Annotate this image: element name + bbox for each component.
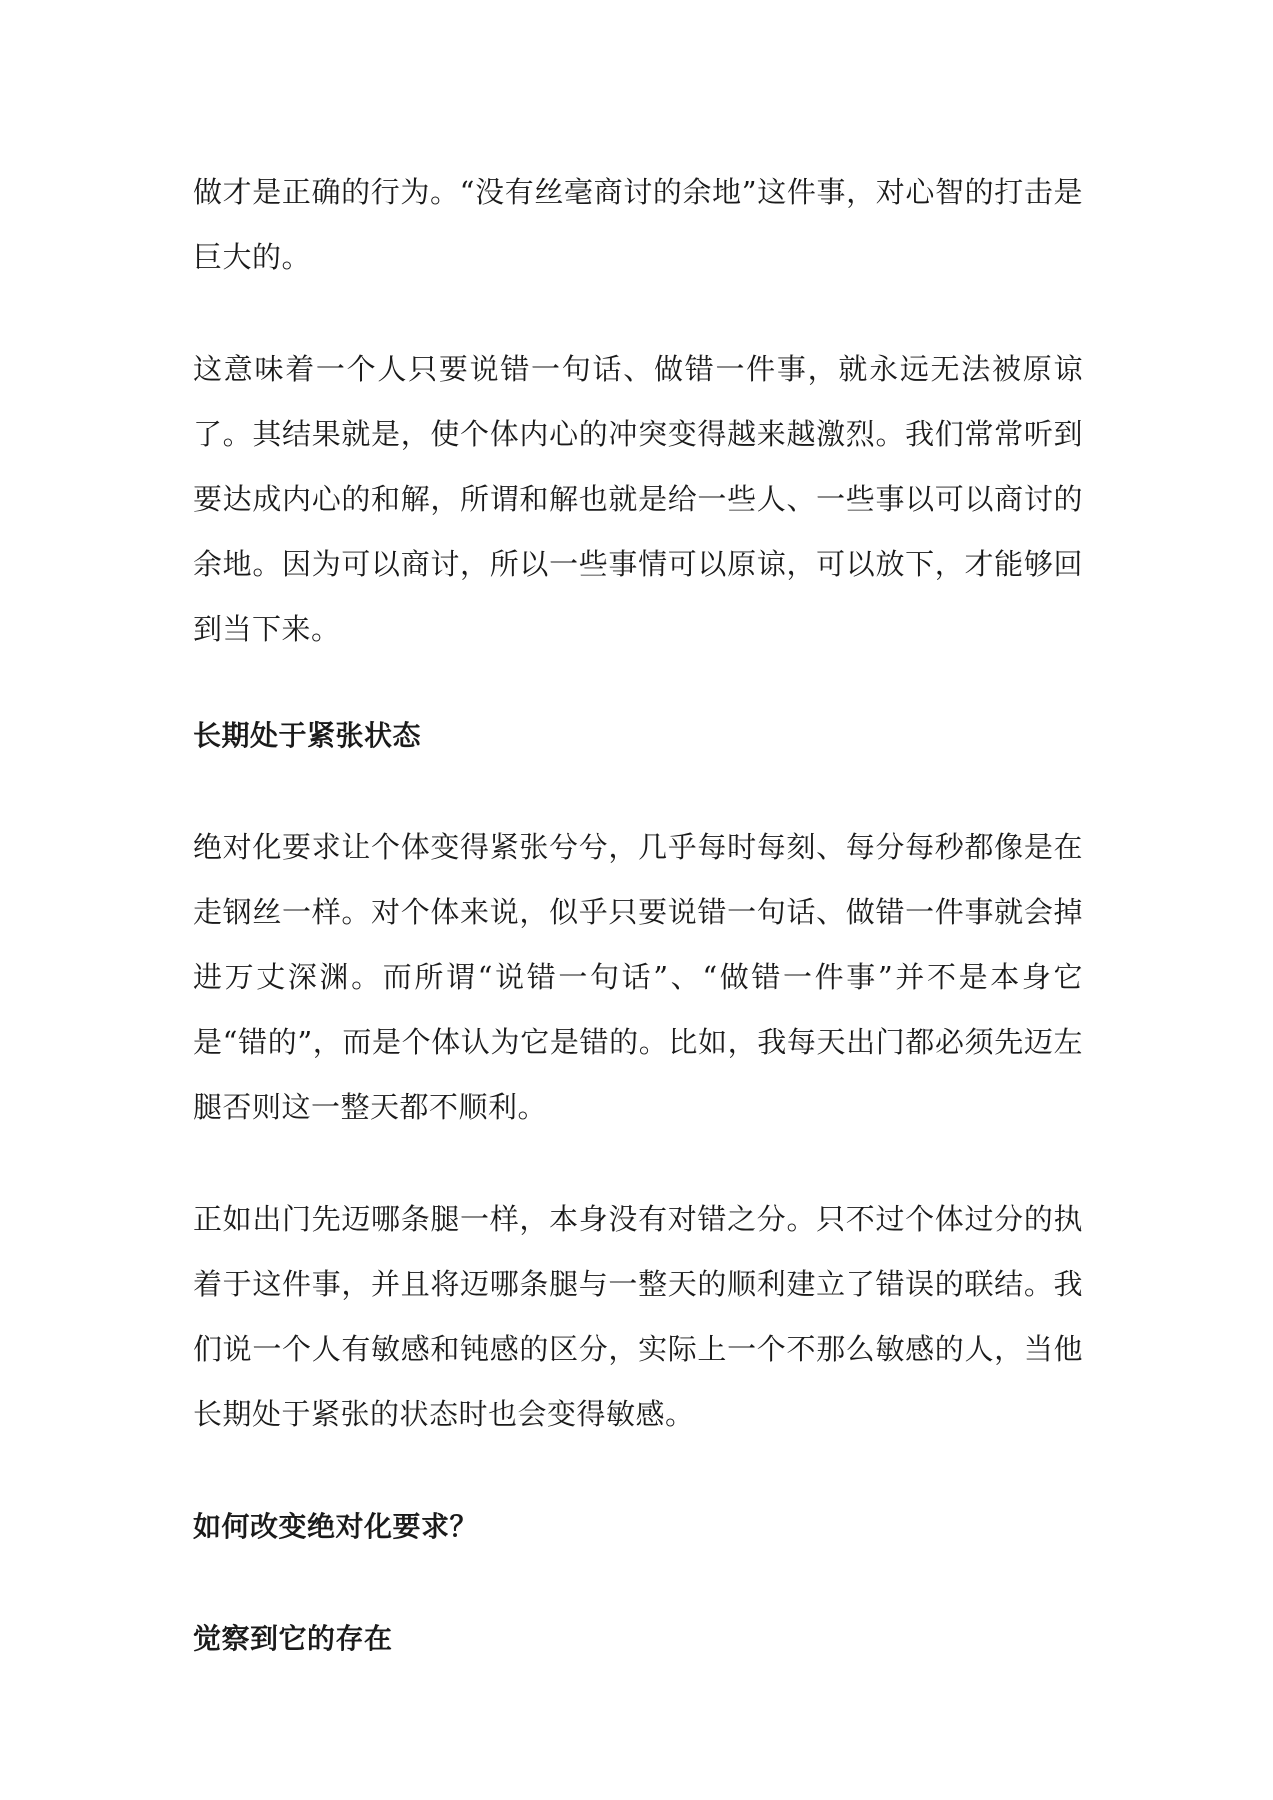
paragraph-1: 做才是正确的行为。“没有丝毫商讨的余地”这件事，对心智的打击是巨大的。	[193, 175, 1083, 274]
section-heading-how-to-change: 如何改变绝对化要求？	[193, 1510, 479, 1543]
paragraph-3: 绝对化要求让个体变得紧张兮兮，几乎每时每刻、每分每秒都像是在走钢丝一样。对个体来说，似乎只要说错一句话、做错一件事就会掉进万丈深渊。而所谓“说错一句话”、“做错一件事”并不是本身它是“错的”，而是个体认为它是错的。比如，我每天出门都必须先迈左腿否则这一整天都不顺利。	[193, 830, 1083, 1124]
paragraph-4: 正如出门先迈哪条腿一样，本身没有对错之分。只不过个体过分的执着于这件事，并且将迈哪条腿与一整天的顺利建立了错误的联结。我们说一个人有敏感和钝感的区分，实际上一个不那么敏感的人，当他长期处于紧张的状态时也会变得敏感。	[193, 1202, 1083, 1431]
section-heading-tension: 长期处于紧张状态	[193, 719, 422, 752]
section-heading-awareness: 觉察到它的存在	[193, 1622, 393, 1655]
document-page	[193, 160, 1083, 1718]
paragraph-2: 这意味着一个人只要说错一句话、做错一件事，就永远无法被原谅了。其结果就是，使个体内心的冲突变得越来越激烈。我们常常听到要达成内心的和解，所谓和解也就是给一些人、一些事以可以商讨的余地。因为可以商讨，所以一些事情可以原谅，可以放下，才能够回到当下来。	[193, 352, 1083, 646]
